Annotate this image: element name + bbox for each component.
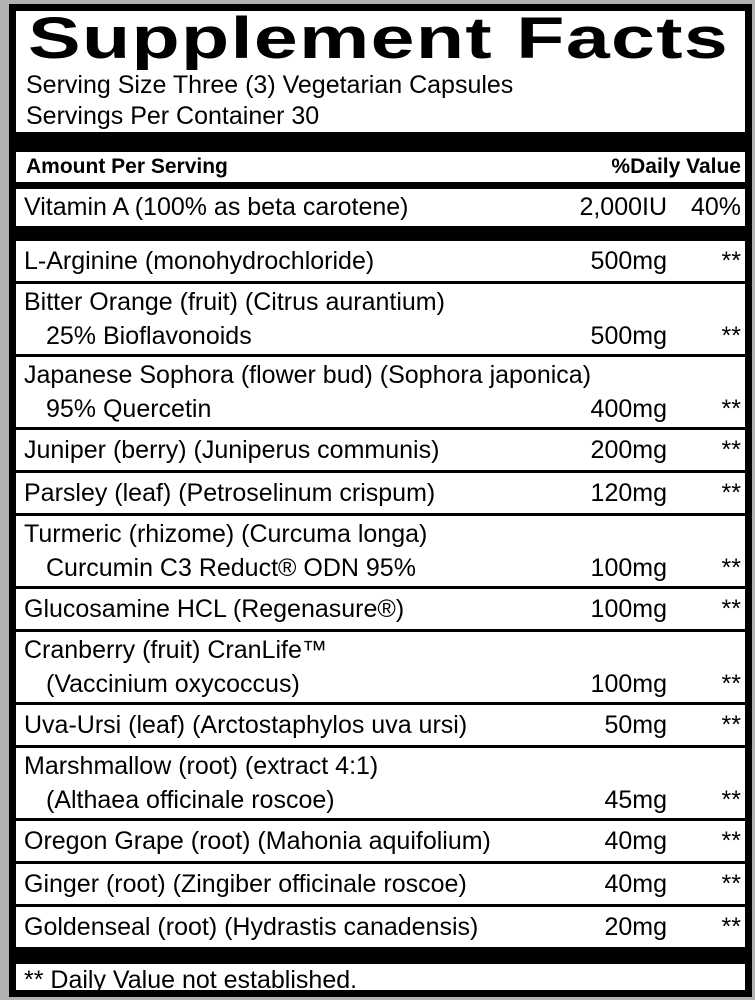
ingredient-dv: **: [721, 553, 741, 582]
ingredient-amount: 100mg: [590, 553, 667, 582]
ingredient-amount: 20mg: [604, 912, 667, 941]
ingredient-name: Uva-Ursi (leaf) (Arctostaphylos uva ursi): [24, 710, 468, 739]
ingredient-subline: [16, 550, 745, 586]
ingredient-row: [16, 473, 745, 513]
ingredient-name: Japanese Sophora (flower bud) (Sophora japonica): [24, 361, 592, 389]
ingredient-subline: [16, 318, 745, 354]
panel-title: [16, 6, 745, 71]
ingredient-row: [16, 748, 745, 818]
ingredient-row: [16, 907, 745, 947]
ingredient-name: L-Arginine (monohydrochloride): [24, 246, 375, 275]
ingredient-row: [16, 821, 745, 861]
ingredient-row: [16, 864, 745, 904]
ingredient-name: Glucosamine HCL (Regenasure®): [24, 594, 405, 623]
ingredient-dv: **: [721, 246, 741, 275]
ingredient-name: Marshmallow (root) (extract 4:1): [24, 752, 379, 780]
ingredient-line: [16, 241, 745, 281]
ingredient-subline: [16, 666, 745, 702]
ingredient-amount: 100mg: [590, 594, 667, 623]
column-header-row: [16, 152, 745, 182]
vitamin-divider: [16, 226, 745, 241]
ingredient-subline: [16, 391, 745, 427]
ingredient-dv: **: [721, 826, 741, 855]
ingredient-amount: 400mg: [590, 394, 667, 423]
ingredient-amount: 500mg: [590, 246, 667, 275]
amount-per-serving-header: Amount Per Serving: [26, 155, 228, 178]
ingredient-line: [16, 864, 745, 904]
ingredient-subline: [16, 782, 745, 818]
daily-value-footnote: [16, 964, 745, 995]
serving-size-line: Serving Size Three (3) Vegetarian Capsules: [26, 71, 514, 99]
ingredient-dv: **: [721, 435, 741, 464]
supplement-facts-panel: [9, 4, 752, 997]
ingredient-amount: 120mg: [590, 478, 667, 507]
serving-info: [16, 66, 745, 132]
ingredient-amount: 45mg: [604, 785, 667, 814]
ingredient-name: Goldenseal (root) (Hydrastis canadensis): [24, 912, 479, 941]
ingredient-subname: 95% Quercetin: [46, 394, 212, 423]
ingredient-row: [16, 516, 745, 586]
ingredient-amount: 2,000IU: [579, 193, 667, 221]
panel-title-text: Supplement Facts: [28, 6, 730, 71]
ingredient-name: Juniper (berry) (Juniperus communis): [24, 435, 440, 464]
footnote-text: ** Daily Value not established.: [24, 966, 358, 994]
ingredient-amount: 50mg: [604, 710, 667, 739]
ingredient-name: Parsley (leaf) (Petroselinum crispum): [24, 478, 436, 507]
thick-divider-bottom: [16, 947, 745, 964]
ingredient-row: [16, 589, 745, 629]
ingredient-name: Oregon Grape (root) (Mahonia aquifolium): [24, 826, 491, 855]
ingredient-amount: 500mg: [590, 321, 667, 350]
ingredient-dv: **: [721, 594, 741, 623]
vitamin-a-row: [16, 189, 745, 226]
ingredient-row: [16, 241, 745, 281]
ingredient-subname: (Vaccinium oxycoccus): [46, 669, 300, 698]
ingredient-dv: **: [721, 785, 741, 814]
ingredient-line: [16, 589, 745, 629]
ingredient-dv: **: [721, 394, 741, 423]
ingredient-subname: (Althaea officinale roscoe): [46, 785, 335, 814]
ingredient-amount: 200mg: [590, 435, 667, 464]
ingredient-amount: 40mg: [604, 826, 667, 855]
ingredient-subname: 25% Bioflavonoids: [46, 321, 252, 350]
ingredient-rows: [16, 241, 745, 947]
ingredient-row: [16, 284, 745, 354]
ingredient-name: Ginger (root) (Zingiber officinale roscoe): [24, 869, 467, 898]
ingredient-row: [16, 357, 745, 427]
ingredient-line: [16, 907, 745, 947]
ingredient-row: [16, 430, 745, 470]
ingredient-name: Vitamin A (100% as beta carotene): [24, 193, 409, 221]
ingredient-name: Turmeric (rhizome) (Curcuma longa): [24, 520, 428, 548]
ingredient-row: [16, 632, 745, 702]
ingredient-amount: 100mg: [590, 669, 667, 698]
thick-divider-top: [16, 132, 745, 152]
ingredient-line: [16, 473, 745, 513]
ingredient-name: Cranberry (fruit) CranLife™: [24, 636, 327, 664]
header-divider: [16, 182, 745, 189]
ingredient-line: [16, 430, 745, 470]
ingredient-name: Bitter Orange (fruit) (Citrus aurantium): [24, 288, 445, 316]
ingredient-line: [16, 821, 745, 861]
ingredient-dv: 40%: [690, 193, 741, 221]
daily-value-header: %Daily Value: [611, 155, 741, 178]
ingredient-row: [16, 705, 745, 745]
ingredient-line: [16, 705, 745, 745]
servings-per-container-line: Servings Per Container 30: [26, 102, 320, 130]
ingredient-subname: Curcumin C3 Reduct® ODN 95%: [46, 553, 416, 582]
ingredient-dv: **: [721, 478, 741, 507]
ingredient-dv: **: [721, 912, 741, 941]
ingredient-dv: **: [721, 669, 741, 698]
ingredient-dv: **: [721, 321, 741, 350]
ingredient-amount: 40mg: [604, 869, 667, 898]
ingredient-dv: **: [721, 710, 741, 739]
ingredient-dv: **: [721, 869, 741, 898]
